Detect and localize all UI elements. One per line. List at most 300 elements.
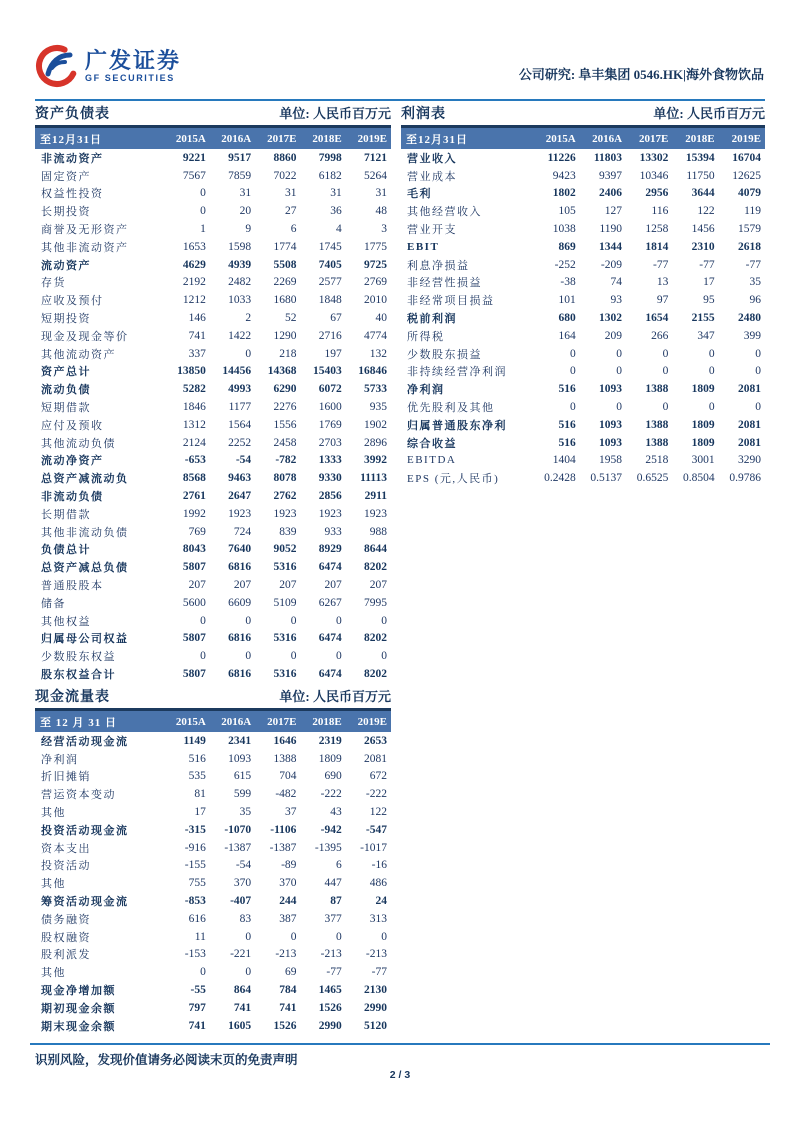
cell-value: 1598 <box>228 240 252 253</box>
cell-value: -1387 <box>269 841 297 854</box>
cell-value: 0 <box>662 401 669 414</box>
table-row <box>35 434 391 452</box>
table-row <box>35 327 391 345</box>
cell-value: 2252 <box>228 436 252 449</box>
cell-value: -153 <box>184 948 206 961</box>
table-row <box>401 469 765 487</box>
cell-value: 16704 <box>732 151 761 164</box>
row-label: 期初现金余额 <box>41 1002 116 1015</box>
cell-value: 1814 <box>645 240 669 253</box>
cell-value: 1033 <box>228 294 252 307</box>
cell-value: 8929 <box>318 543 342 556</box>
cell-value: -77 <box>745 258 761 271</box>
cell-value: 122 <box>369 806 387 819</box>
cell-value: -77 <box>371 966 387 979</box>
row-label: 营业成本 <box>407 170 457 183</box>
cell-value: 14368 <box>267 365 297 378</box>
cell-value: 516 <box>558 383 576 396</box>
cell-value: 5109 <box>273 596 297 609</box>
cell-value: 16846 <box>358 365 387 378</box>
cell-value: 5316 <box>273 668 297 680</box>
page-number: 2 / 3 <box>389 1069 411 1081</box>
table-row <box>35 785 391 803</box>
row-label: 其他 <box>41 807 66 820</box>
cell-value: 105 <box>558 205 576 218</box>
table-row <box>35 523 391 541</box>
gf-logo-icon <box>35 44 79 88</box>
table-row <box>35 665 391 683</box>
income-statement-table <box>401 103 765 487</box>
cell-value: 207 <box>233 579 252 592</box>
table-row <box>35 946 391 964</box>
cell-value: 8860 <box>273 151 297 164</box>
cell-value: 1333 <box>318 454 342 467</box>
cell-value: 8644 <box>364 543 387 556</box>
cell-value: 616 <box>188 912 206 925</box>
cell-value: 6474 <box>318 668 342 680</box>
cell-value: 1422 <box>228 329 252 342</box>
cell-value: -315 <box>184 823 206 836</box>
cell-value: 9 <box>245 223 252 236</box>
cell-value: 3644 <box>691 187 715 200</box>
row-label: 利息净损益 <box>407 259 470 272</box>
cell-value: 869 <box>558 240 576 253</box>
table-row <box>35 238 391 256</box>
cell-value: 69 <box>284 966 297 979</box>
cell-value: 8078 <box>273 472 297 485</box>
cell-value: 2010 <box>364 294 387 307</box>
table-row <box>401 167 765 185</box>
cell-value: 4 <box>335 223 342 236</box>
cell-value: -1017 <box>360 841 387 854</box>
row-label: 其他非流动负债 <box>41 526 129 539</box>
table-row <box>401 434 765 452</box>
cell-value: 8202 <box>364 632 387 645</box>
cell-value: 6816 <box>228 668 252 680</box>
row-label: 长期投资 <box>41 206 91 219</box>
row-label: 营业收入 <box>407 152 457 165</box>
cell-value: 83 <box>239 912 252 925</box>
cell-value: -213 <box>320 948 342 961</box>
cell-value: 1149 <box>183 734 206 747</box>
cell-value: 2310 <box>691 240 715 253</box>
cell-value: 43 <box>330 806 342 819</box>
cell-value: 5282 <box>182 383 206 396</box>
date-header: 至 12 月 31 日 <box>35 710 165 733</box>
row-label: 非经营性损益 <box>407 277 482 290</box>
cell-value: 370 <box>233 877 252 890</box>
cell-value: 1312 <box>182 418 206 431</box>
cell-value: 1388 <box>273 752 297 765</box>
table-row <box>401 238 765 256</box>
cell-value: 11226 <box>547 151 576 164</box>
cell-value: 1605 <box>228 1019 252 1032</box>
table-unit-label: 单位: 人民币百万元 <box>279 106 391 121</box>
cell-value: 81 <box>194 788 206 801</box>
row-label: 营业开支 <box>407 224 457 237</box>
cash-flow-table <box>35 686 391 1035</box>
row-label: 归属母公司权益 <box>41 633 129 646</box>
table-row <box>401 256 765 274</box>
cell-value: 2577 <box>318 276 342 289</box>
column-header: 2017E <box>255 127 300 150</box>
cell-value: 0.9786 <box>729 472 761 485</box>
cell-value: 1745 <box>318 240 342 253</box>
cell-value: 2762 <box>273 490 297 503</box>
cell-value: 0 <box>200 187 206 200</box>
row-label: 其他 <box>41 878 66 891</box>
row-label: 综合收益 <box>407 437 457 450</box>
cell-value: 9725 <box>364 258 387 271</box>
cell-value: 8202 <box>364 561 387 574</box>
cell-value: 13302 <box>639 151 669 164</box>
cell-value: 1093 <box>599 383 623 396</box>
cell-value: 6290 <box>273 383 297 396</box>
cell-value: 516 <box>558 418 576 431</box>
cell-value: 1388 <box>645 383 669 396</box>
cell-value: 7567 <box>182 169 206 182</box>
cell-value: 1809 <box>691 383 715 396</box>
cell-value: 1465 <box>318 984 342 997</box>
cell-value: 24 <box>375 895 387 908</box>
cell-value: 1093 <box>228 752 252 765</box>
row-label: 其他权益 <box>41 615 91 628</box>
row-label: 应付及预收 <box>41 419 104 432</box>
cell-value: 3001 <box>691 454 715 467</box>
row-label: 其他流动资产 <box>41 348 116 361</box>
cell-value: 839 <box>279 525 297 538</box>
cell-value: 31 <box>239 187 252 200</box>
cell-value: 0 <box>616 365 623 378</box>
cell-value: 0 <box>755 365 761 378</box>
cell-value: 197 <box>324 347 342 360</box>
cell-value: 96 <box>749 294 761 307</box>
table-row <box>35 558 391 576</box>
cell-value: 97 <box>656 294 669 307</box>
row-label: 权益性投资 <box>41 188 104 201</box>
row-label: 税前利润 <box>407 313 457 326</box>
table-row <box>35 541 391 559</box>
cell-value: 12625 <box>732 169 761 182</box>
cell-value: 2269 <box>273 276 297 289</box>
table-row <box>401 185 765 203</box>
table-row <box>35 910 391 928</box>
table-row <box>35 647 391 665</box>
cell-value: -54 <box>235 454 252 467</box>
cell-value: 207 <box>369 579 387 592</box>
column-header: 2018E <box>672 127 718 150</box>
cell-value: 0 <box>381 614 387 627</box>
cell-value: 5316 <box>273 632 297 645</box>
cell-value: 13 <box>656 276 669 289</box>
row-label: 毛利 <box>407 188 432 201</box>
cell-value: 9517 <box>228 151 252 164</box>
table-row <box>35 732 391 750</box>
row-label: 股权融资 <box>41 931 91 944</box>
cell-value: -54 <box>235 859 252 872</box>
cell-value: 2480 <box>738 312 761 325</box>
table-row <box>401 416 765 434</box>
cell-value: 615 <box>233 770 252 783</box>
cell-value: 1190 <box>599 223 623 236</box>
cell-value: 1388 <box>645 418 669 431</box>
table-row <box>35 487 391 505</box>
cell-value: 6816 <box>228 632 252 645</box>
cell-value: -1106 <box>270 823 297 836</box>
cell-value: 0 <box>569 401 576 414</box>
cell-value: 4774 <box>364 329 387 342</box>
cell-value: -782 <box>275 454 297 467</box>
row-label: 现金净增加额 <box>41 985 116 998</box>
cell-value: 6609 <box>228 596 252 609</box>
cell-value: 769 <box>188 525 206 538</box>
cell-value: 6 <box>335 859 342 872</box>
cell-value: 0 <box>245 614 252 627</box>
cell-value: 15403 <box>312 365 342 378</box>
cell-value: 797 <box>188 1001 206 1014</box>
cell-value: 1958 <box>599 454 623 467</box>
table-header-row <box>35 127 391 150</box>
cell-value: 52 <box>284 312 297 325</box>
cell-value: 784 <box>279 984 297 997</box>
cash-flow-title-row <box>35 686 391 706</box>
cell-value: 6474 <box>318 632 342 645</box>
cell-value: 741 <box>188 1019 206 1032</box>
cell-value: -653 <box>184 454 206 467</box>
row-label: 净利润 <box>41 753 79 766</box>
cell-value: 0 <box>245 966 252 979</box>
cell-value: 1388 <box>645 436 669 449</box>
cell-value: 5807 <box>182 632 206 645</box>
cell-value: 337 <box>188 347 206 360</box>
table-row <box>35 928 391 946</box>
cell-value: 9423 <box>552 169 576 182</box>
cell-value: 2647 <box>228 490 252 503</box>
cell-value: -482 <box>275 788 297 801</box>
cell-value: 209 <box>604 329 623 342</box>
cell-value: 2769 <box>364 276 387 289</box>
row-label: 少数股东权益 <box>41 651 116 664</box>
cell-value: 599 <box>233 788 252 801</box>
cell-value: 207 <box>188 579 206 592</box>
table-row <box>35 416 391 434</box>
table-row <box>35 874 391 892</box>
cell-value: 5600 <box>182 596 206 609</box>
row-label: 股东权益合计 <box>41 669 116 681</box>
cell-value: 2406 <box>599 187 623 200</box>
cell-value: 9463 <box>228 472 252 485</box>
cell-value: 2276 <box>273 401 297 414</box>
cell-value: 1654 <box>645 312 669 325</box>
cell-value: 0 <box>335 930 342 943</box>
cell-value: 1809 <box>691 418 715 431</box>
cell-value: 27 <box>284 205 297 218</box>
table-row <box>35 452 391 470</box>
cell-value: 5316 <box>273 561 297 574</box>
table-row <box>35 981 391 999</box>
table-row <box>401 309 765 327</box>
table-unit-label: 单位: 人民币百万元 <box>653 106 765 121</box>
cell-value: 1290 <box>273 329 297 342</box>
cell-value: 5807 <box>182 668 206 680</box>
row-label: 总资产减流动负 <box>41 473 129 486</box>
table-row <box>35 398 391 416</box>
cell-value: -38 <box>560 276 576 289</box>
cell-value: 6 <box>290 223 297 236</box>
cell-value: 11750 <box>686 169 715 182</box>
row-label: 其他 <box>41 967 66 980</box>
cell-value: 2130 <box>364 984 387 997</box>
cell-value: -252 <box>554 258 576 271</box>
table-row <box>401 291 765 309</box>
cell-value: 1456 <box>691 223 715 236</box>
cell-value: 0 <box>755 347 761 360</box>
cell-value: 74 <box>610 276 623 289</box>
brand-name-en: GF SECURITIES <box>85 72 175 83</box>
row-label: 总资产减总负债 <box>41 562 129 575</box>
cell-value: 40 <box>375 312 387 325</box>
table-row <box>401 363 765 381</box>
cell-value: 13850 <box>177 365 206 378</box>
cell-value: 1923 <box>273 507 297 520</box>
cell-value: 35 <box>749 276 761 289</box>
row-label: 存货 <box>41 277 66 290</box>
table-row <box>35 612 391 630</box>
table-row <box>35 167 391 185</box>
cell-value: 1177 <box>228 401 252 414</box>
cell-value: 399 <box>743 329 761 342</box>
cell-value: 4079 <box>738 187 761 200</box>
cell-value: 0 <box>200 650 206 663</box>
cell-value: 0 <box>569 365 576 378</box>
cell-value: -547 <box>365 823 387 836</box>
cell-value: -1387 <box>224 841 252 854</box>
cell-value: -916 <box>184 841 206 854</box>
cell-value: 2341 <box>228 734 252 747</box>
column-header: 2018E <box>300 710 345 733</box>
cell-value: 0 <box>335 650 342 663</box>
cell-value: 7121 <box>364 151 387 164</box>
cell-value: 101 <box>558 294 576 307</box>
table-row <box>35 630 391 648</box>
row-label: 非经常项目损益 <box>407 295 495 308</box>
cell-value: 2896 <box>364 436 387 449</box>
cell-value: 36 <box>330 205 342 218</box>
cell-value: 0 <box>662 365 669 378</box>
cell-value: 48 <box>375 205 387 218</box>
cell-value: 3290 <box>738 454 761 467</box>
cell-value: 8568 <box>182 472 206 485</box>
cell-value: 724 <box>233 525 252 538</box>
table-row <box>35 309 391 327</box>
column-header: 2015A <box>165 710 210 733</box>
row-label: 资产总计 <box>41 366 91 379</box>
table-row <box>401 220 765 238</box>
cell-value: 17 <box>703 276 715 289</box>
cell-value: 1846 <box>182 401 206 414</box>
cell-value: 741 <box>233 1001 252 1014</box>
cell-value: 2081 <box>738 418 761 431</box>
cell-value: 4993 <box>228 383 252 396</box>
cell-value: 4629 <box>182 258 206 271</box>
table-header-row <box>401 127 765 150</box>
cell-value: 1600 <box>318 401 342 414</box>
table-header-row <box>35 710 391 733</box>
cell-value: 0 <box>708 347 715 360</box>
table-title: 资产负债表 <box>35 107 110 122</box>
cell-value: 1302 <box>599 312 623 325</box>
table-row <box>35 345 391 363</box>
cell-value: 7022 <box>273 169 297 182</box>
cell-value: 2911 <box>364 490 387 503</box>
cell-value: 9052 <box>273 543 297 556</box>
cell-value: 7998 <box>318 151 342 164</box>
cell-value: 164 <box>558 329 576 342</box>
cell-value: 0 <box>569 347 576 360</box>
table-title: 现金流量表 <box>35 690 110 705</box>
cell-value: 680 <box>558 312 576 325</box>
table-row <box>35 291 391 309</box>
cell-value: 516 <box>558 436 576 449</box>
cell-value: 1526 <box>318 1001 342 1014</box>
table-row <box>35 999 391 1017</box>
table-row <box>401 452 765 470</box>
row-label: 固定资产 <box>41 170 91 183</box>
cell-value: 1923 <box>228 507 252 520</box>
cell-value: 1923 <box>318 507 342 520</box>
cell-value: 0 <box>381 650 387 663</box>
income-statement-title-row <box>401 103 765 123</box>
cell-value: 690 <box>324 770 342 783</box>
column-header: 2016A <box>580 127 626 150</box>
cell-value: 2518 <box>645 454 669 467</box>
cell-value: 266 <box>651 329 669 342</box>
column-header: 2017E <box>626 127 672 150</box>
cell-value: 0 <box>616 347 623 360</box>
cell-value: 95 <box>703 294 715 307</box>
column-header: 2019E <box>346 127 391 150</box>
cell-value: 11113 <box>360 472 387 485</box>
cell-value: 1344 <box>599 240 623 253</box>
cell-value: -942 <box>320 823 342 836</box>
cell-value: -209 <box>600 258 623 271</box>
table-row <box>35 839 391 857</box>
cell-value: 6474 <box>318 561 342 574</box>
column-header: 2015A <box>533 127 579 150</box>
row-label: 期末现金余额 <box>41 1020 116 1033</box>
row-label: 商誉及无形资产 <box>41 224 129 237</box>
cell-value: -213 <box>275 948 297 961</box>
cell-value: 31 <box>330 187 342 200</box>
cell-value: 2081 <box>738 436 761 449</box>
cell-value: 2155 <box>691 312 715 325</box>
date-header: 至12月31日 <box>401 127 533 150</box>
report-header-text: 公司研究: 阜丰集团 0546.HK|海外食物饮品 <box>518 67 764 82</box>
table-row <box>35 594 391 612</box>
balance-sheet-title-row <box>35 103 391 123</box>
cell-value: 87 <box>330 895 342 908</box>
row-label: 净利润 <box>407 384 445 397</box>
row-label: 流动负债 <box>41 384 91 397</box>
cell-value: 35 <box>239 806 252 819</box>
cell-value: 1809 <box>691 436 715 449</box>
table-row <box>401 345 765 363</box>
cell-value: 8202 <box>364 668 387 680</box>
table-row <box>35 803 391 821</box>
cell-value: 0 <box>708 401 715 414</box>
cell-value: 704 <box>279 770 297 783</box>
cell-value: 535 <box>188 770 206 783</box>
